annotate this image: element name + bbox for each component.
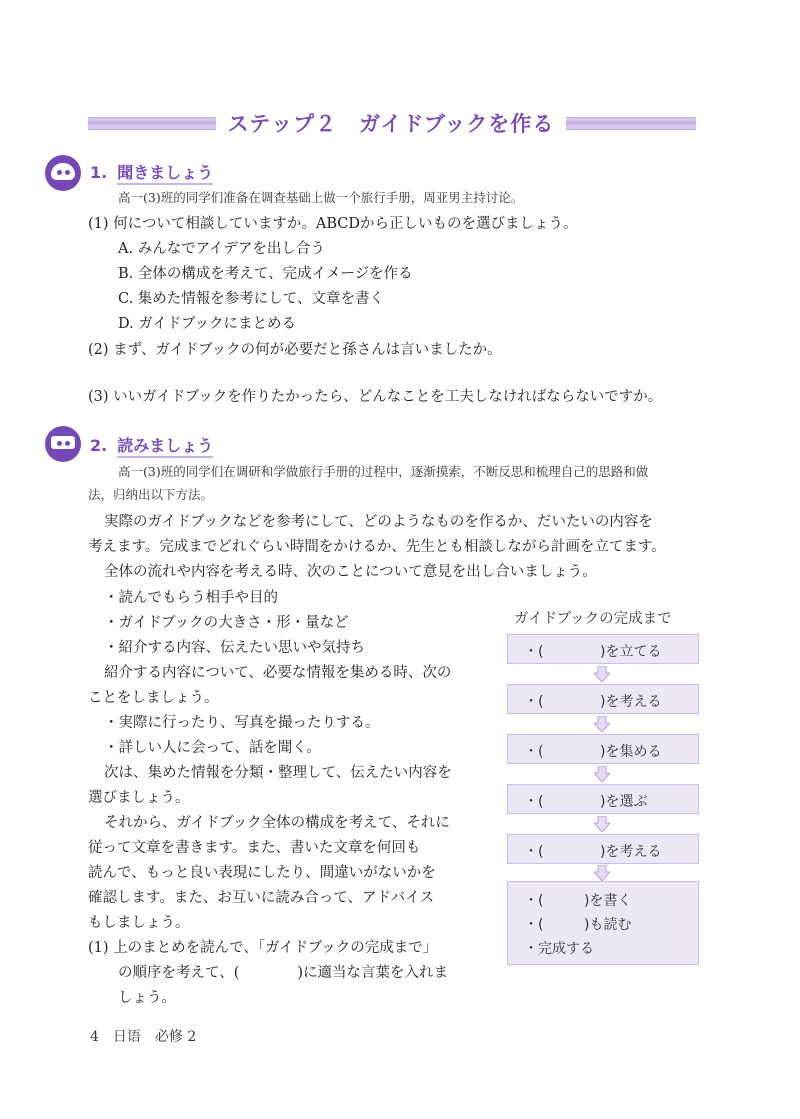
- section2-heading: [90, 433, 213, 456]
- reading-bullet: ・紹介する内容、伝えたい思いや気持ち: [104, 640, 365, 656]
- reading-line: 考えます。完成までどれぐらい時間をかけるか、先生とも相談しながら計画を立てます。: [88, 539, 666, 555]
- flow-step-text: )を選ぶ: [600, 794, 648, 810]
- reading-bullet: ・ガイドブックの大きさ・形・量など: [104, 615, 349, 631]
- flow-step-blank: ・(: [524, 844, 544, 860]
- page-footer: [90, 1026, 196, 1046]
- reading-line: 紹介する内容について、必要な情報を集める時、次の: [104, 665, 452, 681]
- question-1: (1) 何について相談していますか。ABCDから正しいものを選びましょう。: [88, 216, 578, 232]
- flow-step-blank: ・(: [524, 694, 544, 710]
- option-d: D. ガイドブックにまとめる: [118, 316, 296, 332]
- flow-step-blank: ・(: [524, 794, 544, 810]
- listening-icon: [45, 155, 81, 191]
- reading-line: 選びましょう。: [88, 790, 190, 806]
- flow-step: [507, 634, 699, 664]
- flow-final-text: )も読む: [584, 917, 632, 933]
- header-band-left: [88, 117, 216, 130]
- reading-bullet: ・詳しい人に会って、話を聞く。: [104, 740, 321, 756]
- flow-step-blank: ・(: [524, 644, 544, 660]
- reading-bullet: ・実際に行ったり、写真を撮ったりする。: [104, 715, 380, 731]
- flow-arrow-icon: [594, 865, 610, 881]
- section1-intro: 高一(3)班的同学们准备在调查基础上做一个旅行手册，周亚男主持讨论。: [118, 190, 524, 205]
- reading-icon: [45, 426, 81, 462]
- flow-arrow-icon: [594, 716, 610, 732]
- reading-line: 読んで、もっと良い表現にしたり、間違いがないかを: [88, 865, 436, 881]
- flow-step-text: )を考える: [600, 694, 662, 710]
- flow-arrow-icon: [594, 666, 610, 682]
- section1-number: 1.: [90, 163, 108, 182]
- reading-line: 次は、集めた情報を分類・整理して、伝えたい内容を: [104, 765, 452, 781]
- question-2: (2) まず、ガイドブックの何が必要だと孫さんは言いましたか。: [88, 342, 502, 358]
- question-3: (3) いいガイドブックを作りたかったら、どんなことを工夫しなければならないですか。: [88, 389, 663, 405]
- reading-question-1-cont: の順序を考えて、( )に適当な言葉を入れま: [118, 965, 449, 981]
- section2-title: 読みましょう: [117, 436, 213, 458]
- flow-final-text: )を書く: [584, 893, 632, 909]
- flow-final-complete: ・完成する: [524, 941, 594, 957]
- reading-line: それから、ガイドブック全体の構成を考えて、それに: [104, 815, 450, 831]
- reading-question-1: (1) 上のまとめを読んで、「ガイドブックの完成まで」: [88, 940, 438, 956]
- reading-question-1-cont: しょう。: [118, 990, 176, 1006]
- page-number: 4: [90, 1029, 99, 1045]
- reading-line: 確認します。また、お互いに読み合って、アドバイス: [88, 890, 435, 906]
- option-c: C. 集めた情報を参考にして、文章を書く: [118, 291, 385, 307]
- flow-final-box: [507, 881, 699, 965]
- option-a: A. みんなでアイデアを出し合う: [118, 241, 325, 257]
- option-b: B. 全体の構成を考えて、完成イメージを作る: [118, 266, 413, 282]
- reading-line: ことをしましょう。: [88, 690, 219, 706]
- flow-title: ガイドブックの完成まで: [514, 611, 672, 627]
- flow-step-text: )を集める: [600, 744, 662, 760]
- section1-title: 聞きましょう: [117, 163, 213, 185]
- flow-step-blank: ・(: [524, 744, 544, 760]
- flow-step: [507, 784, 699, 814]
- flow-final-blank: ・(: [524, 893, 544, 909]
- flow-final-blank: ・(: [524, 917, 544, 933]
- flow-step: [507, 684, 699, 714]
- flow-step-text: )を考える: [600, 844, 662, 860]
- step-title: ステップ２ ガイドブックを作る: [227, 112, 555, 136]
- section1-heading: [90, 160, 213, 183]
- flow-step: [507, 834, 699, 864]
- flow-step: [507, 734, 699, 764]
- flow-arrow-icon: [594, 766, 610, 782]
- reading-line: もしましょう。: [88, 915, 190, 931]
- section2-intro-line2: 法，归纳出以下方法。: [88, 487, 214, 502]
- section2-number: 2.: [90, 436, 108, 455]
- book-title: 日语 必修 2: [112, 1029, 197, 1045]
- reading-line: 実際のガイドブックなどを参考にして、どのようなものを作るか、だいたいの内容を: [104, 514, 653, 530]
- header-band-right: [566, 117, 696, 130]
- section2-intro-line1: 高一(3)班的同学们在调研和学做旅行手册的过程中，逐渐摸索，不断反思和梳理自己的思路和做: [118, 464, 649, 479]
- reading-bullet: ・読んでもらう相手や目的: [104, 590, 278, 606]
- flow-step-text: )を立てる: [600, 644, 662, 660]
- flow-arrow-icon: [594, 816, 610, 832]
- reading-line: 全体の流れや内容を考える時、次のことについて意見を出し合いましょう。: [104, 564, 597, 580]
- reading-line: 従って文章を書きます。また、書いた文章を何回も: [88, 840, 421, 856]
